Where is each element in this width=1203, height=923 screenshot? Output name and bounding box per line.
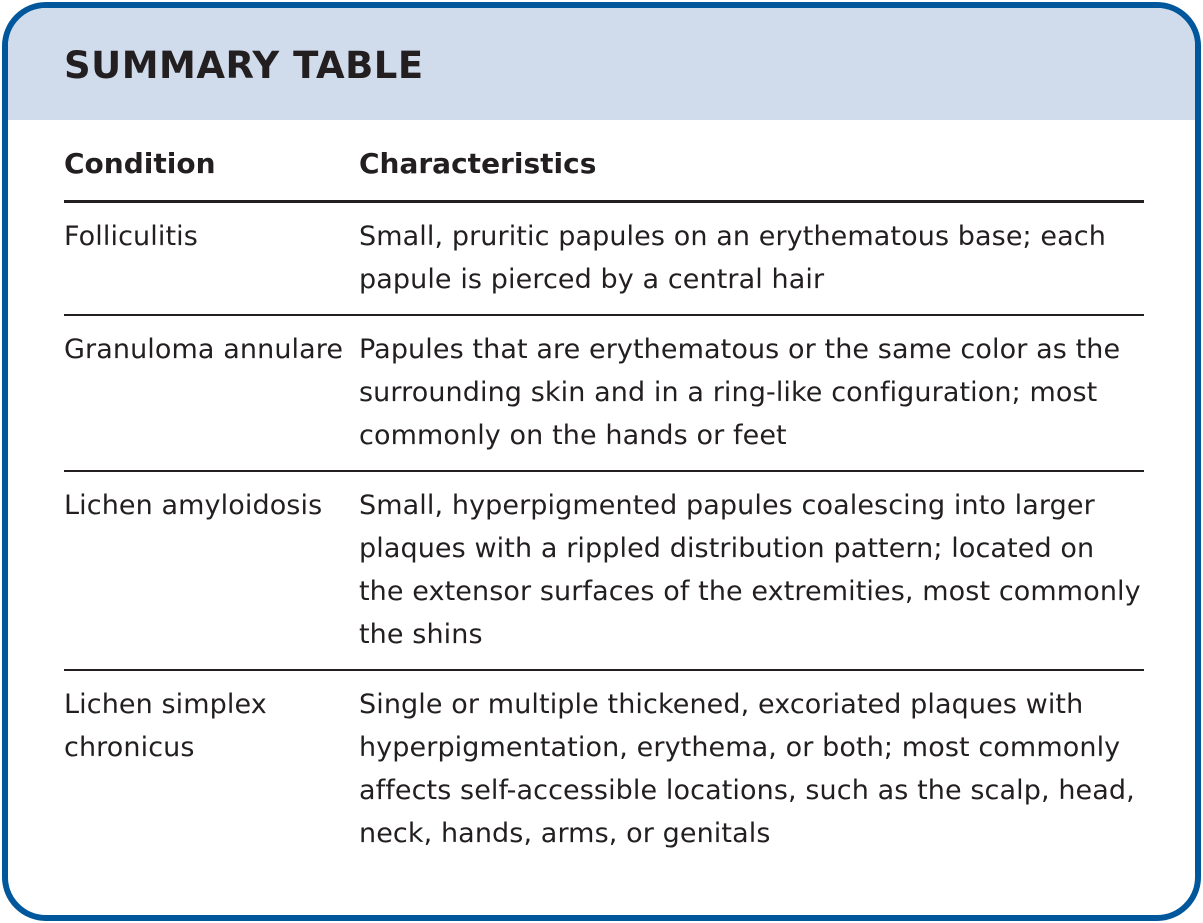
table-row [64,471,1144,670]
condition-cell: Folliculitis [64,202,359,316]
characteristics-cell: Single or multiple thickened, excoriated plaques with hyperpigmentation, erythema, or both; most commonly affects self-accessible locations, such as the scalp, head, neck, hands, arms, or genitals [359,689,1135,849]
condition-cell: Lichen amyloidosis [64,471,359,670]
table-row [64,315,1144,471]
column-header-condition: Condition [64,142,359,202]
card-header-band [8,8,1195,120]
summary-table-card [2,2,1201,921]
characteristics-cell: Papules that are erythematous or the same color as the surrounding skin and in a ring-like configuration; most commonly on the hands or feet [359,315,1144,471]
table-header-row [64,142,1144,202]
summary-table [64,142,1144,868]
card-title: SUMMARY TABLE [64,44,424,87]
table-row [64,202,1144,316]
condition-cell: Lichen simplex chronicus [64,689,267,763]
characteristics-cell: Small, hyperpigmented papules coalescing into larger plaques with a rippled distribution pattern; located on the extensor surfaces of the extremities, most commonly the shins [359,471,1144,670]
condition-cell: Granuloma annulare [64,315,359,471]
column-header-characteristics: Characteristics [359,142,1144,202]
characteristics-cell: Small, pruritic papules on an erythematous base; each papule is pierced by a central hair [359,202,1144,316]
table-row [64,670,1144,868]
